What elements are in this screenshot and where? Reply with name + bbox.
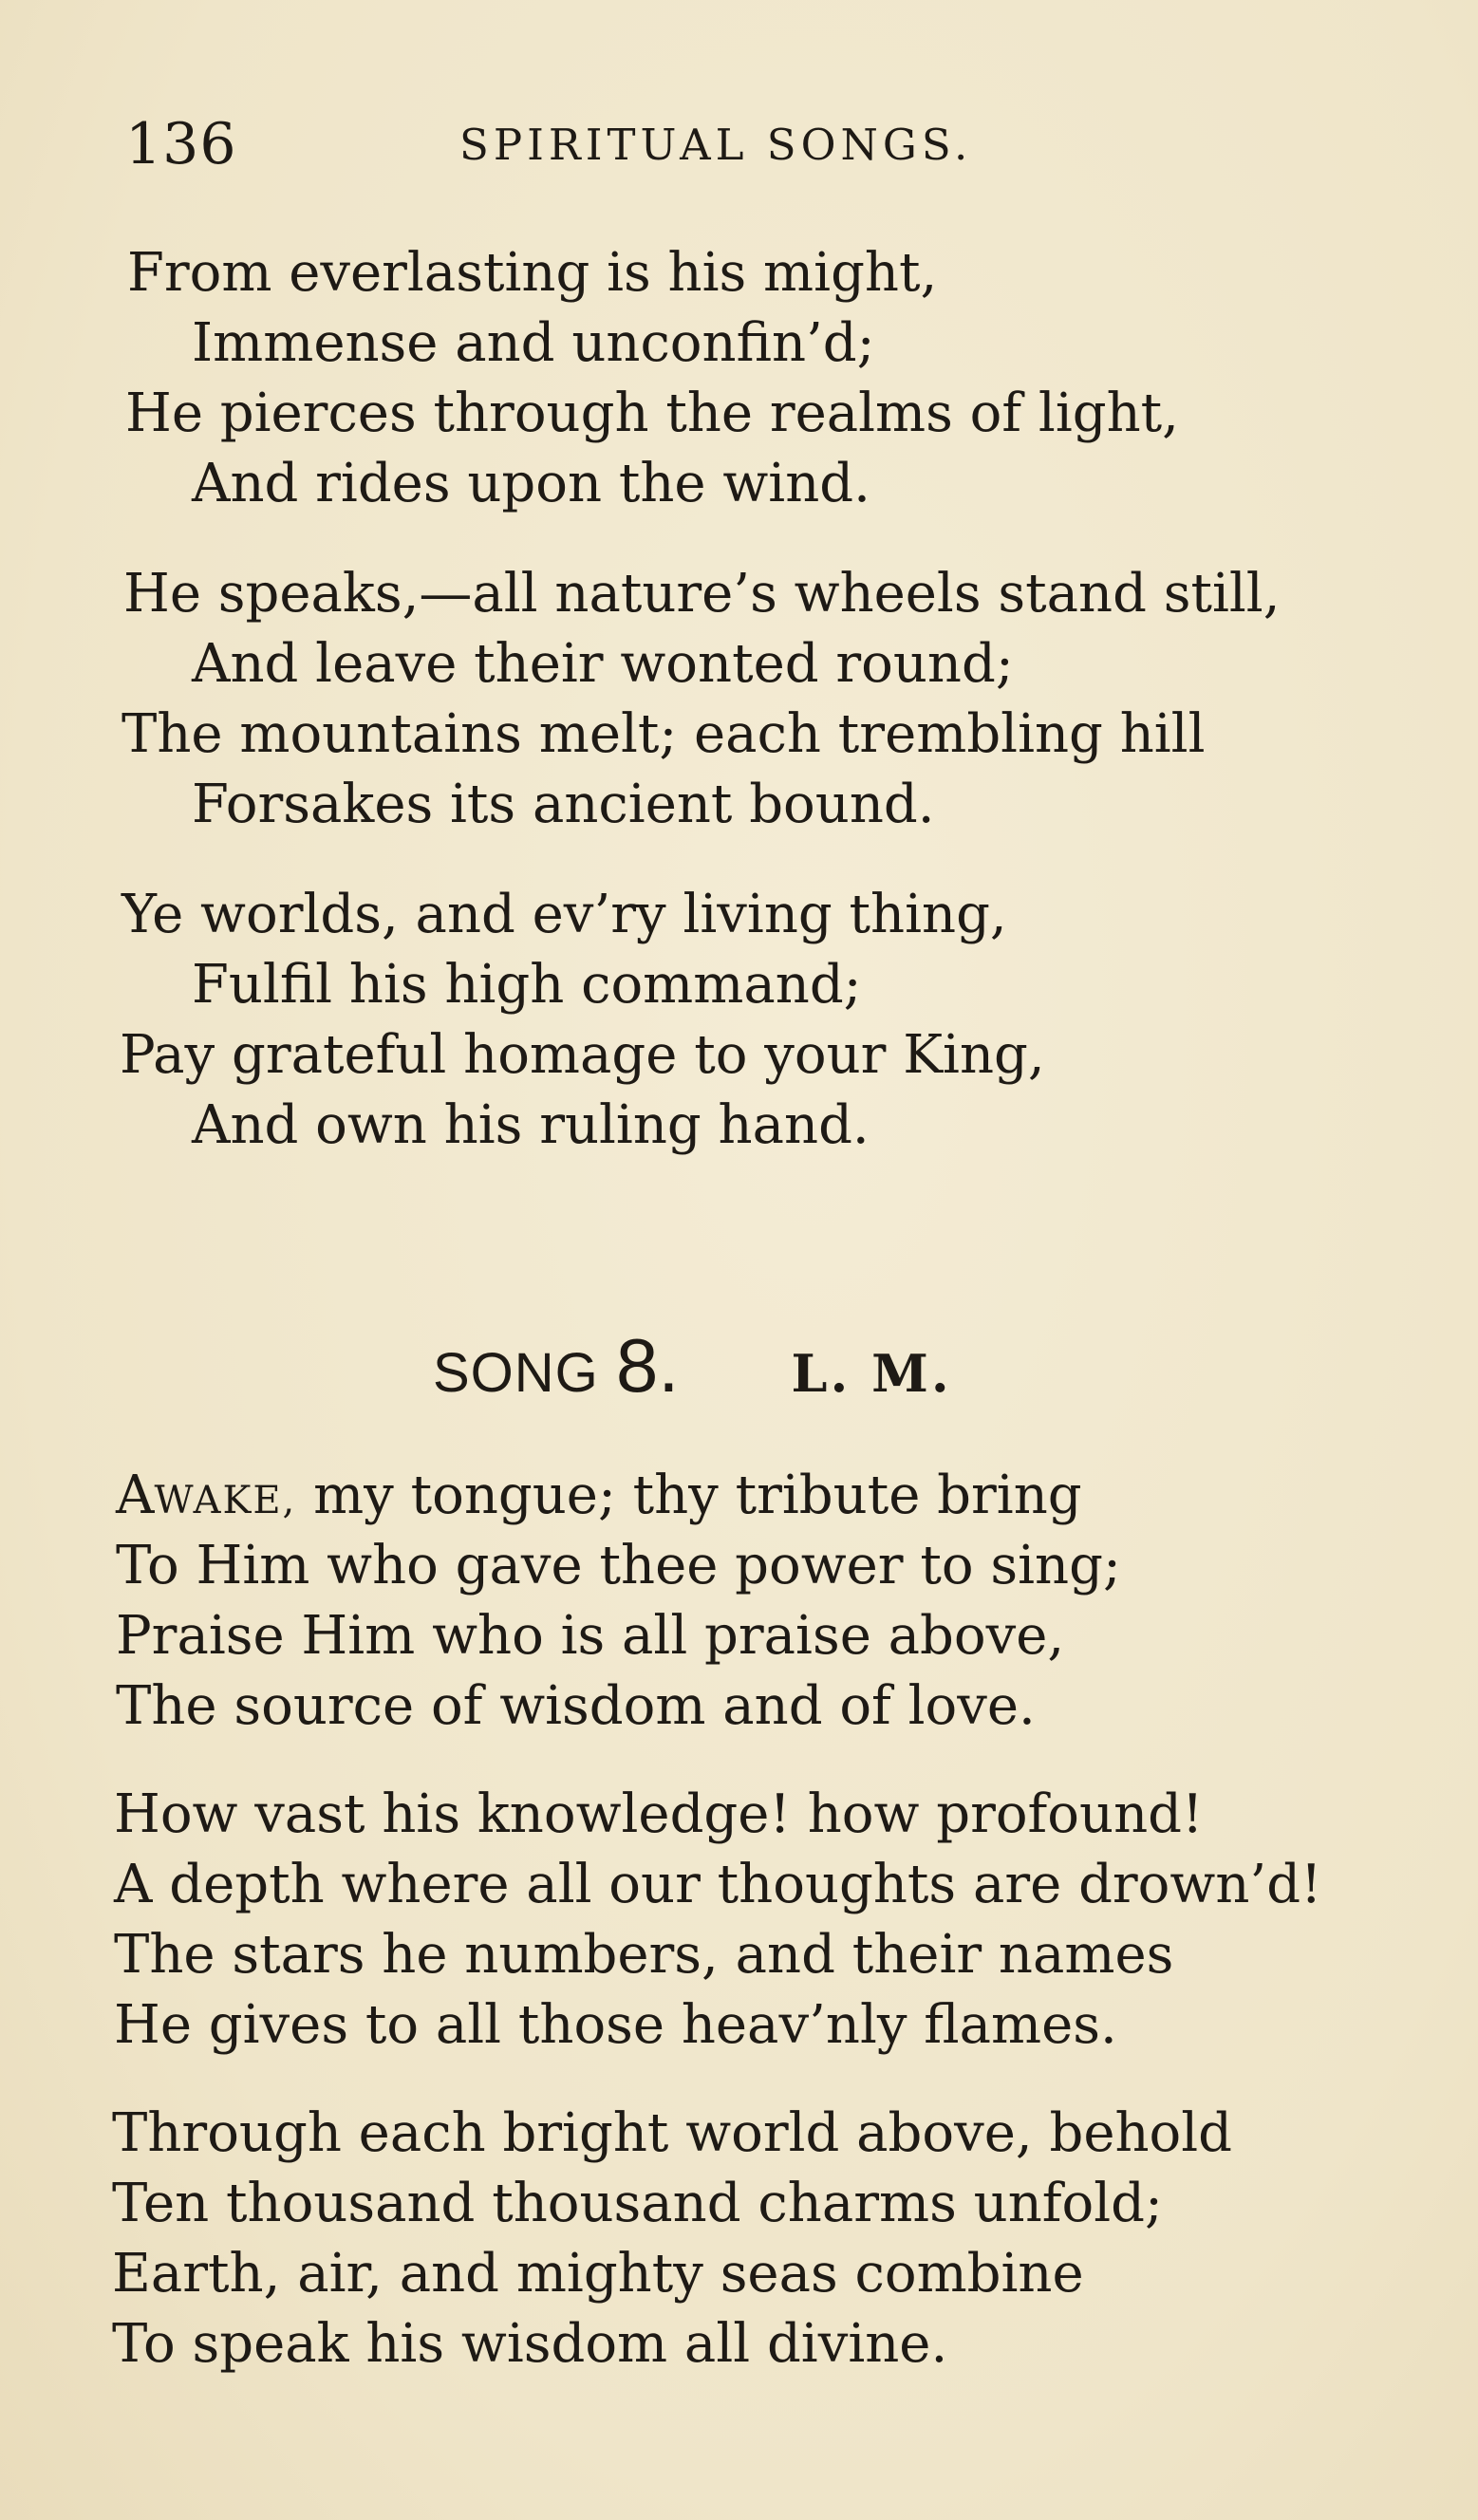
verse-line: Fulfil his high command; — [192, 954, 862, 1016]
verse-line — [116, 1462, 1082, 1535]
verse-line: He speaks,—all nature’s wheels stand still, — [123, 563, 1281, 625]
verse-line: The mountains melt; each trembling hill — [122, 703, 1206, 765]
song-number: 8. — [615, 1323, 680, 1408]
verse-line: How vast his knowledge! how profound! — [114, 1783, 1204, 1845]
verse-line: Through each bright world above, behold — [112, 2102, 1233, 2164]
initial-letter: A — [116, 1465, 155, 1526]
verse-line: The source of wisdom and of love. — [116, 1675, 1036, 1737]
verse-line: Pay grateful homage to your King, — [120, 1024, 1045, 1086]
verse-line: The stars he numbers, and their names — [114, 1924, 1174, 1986]
song-meter: L. M. — [791, 1343, 952, 1404]
verse-line: Ye worlds, and ev’ry living thing, — [122, 884, 1007, 945]
verse-line-text: my tongue; thy tribute bring — [296, 1465, 1082, 1526]
verse-line: He pierces through the realms of light, — [125, 383, 1179, 444]
verse-line: Praise Him who is all praise above, — [116, 1605, 1065, 1667]
song-heading — [433, 1323, 952, 1416]
verse-line: To Him who gave thee power to sing; — [116, 1535, 1121, 1596]
verse-line: Ten thousand thousand charms unfold; — [112, 2173, 1163, 2234]
running-title: SPIRITUAL SONGS. — [459, 120, 973, 170]
verse-line: To speak his wisdom all divine. — [112, 2313, 948, 2375]
page-number: 136 — [125, 111, 237, 177]
first-word-smallcaps: WAKE, — [154, 1479, 297, 1522]
verse-line: From everlasting is his might, — [127, 242, 938, 304]
verse-line: And leave their wonted round; — [192, 633, 1014, 695]
song-label: SONG — [433, 1342, 599, 1404]
verse-line: Forsakes its ancient bound. — [192, 774, 935, 835]
verse-line: Earth, air, and mighty seas combine — [112, 2243, 1084, 2305]
page-header — [125, 106, 1359, 182]
verse-line: And rides upon the wind. — [192, 453, 870, 514]
verse-line: A depth where all our thoughts are drown’d! — [114, 1854, 1322, 1915]
verse-line: And own his ruling hand. — [192, 1094, 870, 1156]
verse-line: Immense and unconfin’d; — [192, 312, 875, 374]
verse-line: He gives to all those heav’nly flames. — [114, 1994, 1117, 2056]
